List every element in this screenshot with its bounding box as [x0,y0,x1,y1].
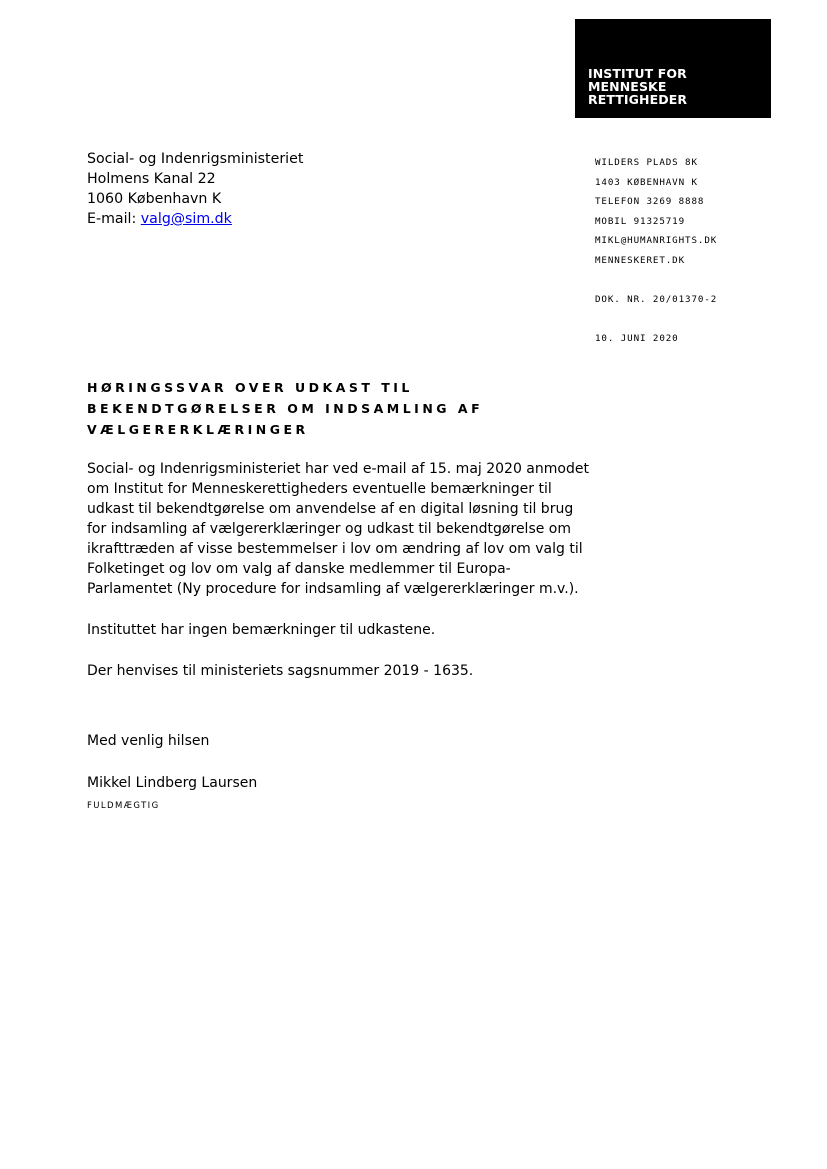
spacer [595,271,717,291]
sender-phone: TELEFON 3269 8888 [595,196,705,208]
document-date: 10. JUNI 2020 [595,333,679,345]
letter-subject [87,377,483,440]
body-line: Social- og Indenrigsministeriet har ved e-mail af 15. maj 2020 anmodet [87,461,589,477]
body-paragraph-2: Instituttet har ingen bemærkninger til udkastene. [87,622,436,638]
sender-email: MIKL@HUMANRIGHTS.DK [595,235,718,247]
recipient-street: Holmens Kanal 22 [87,171,216,187]
sender-address: WILDERS PLADS 8K [595,157,698,168]
subject-line: BEKENDTGØRELSER OM INDSAMLING AF [87,401,484,416]
recipient-address [87,149,303,229]
body-line: Folketinget og lov om valg af danske medlemmer til Europa- [87,561,511,577]
subject-line: HØRINGSSVAR OVER UDKAST TIL [87,380,413,395]
recipient-city: 1060 København K [87,191,222,207]
body-line: om Institut for Menneskerettigheders eventuelle bemærkninger til [87,481,552,497]
spacer [595,310,717,330]
institution-logo [575,19,771,118]
body-paragraph-3: Der henvises til ministeriets sagsnummer 2019 - 1635. [87,663,474,679]
body-line: ikrafttræden af visse bestemmelser i lov om ændring af lov om valg til [87,541,583,557]
body-line: Parlamentet (Ny procedure for indsamling af vælgererklæringer m.v.). [87,581,579,597]
closing-greeting: Med venlig hilsen [87,733,210,749]
logo-text [588,67,687,106]
recipient-name: Social- og Indenrigsministeriet [87,151,304,167]
subject-line: VÆLGERERKLÆRINGER [87,422,309,437]
sender-details [595,153,717,349]
body-line: for indsamling af vælgererklæringer og udkast til bekendtgørelse om [87,521,572,537]
recipient-email-row [87,209,303,229]
signer-name: Mikkel Lindberg Laursen [87,775,258,791]
logo-line-2: MENNESKE [588,79,667,94]
logo-line-3: RETTIGHEDER [588,92,688,107]
recipient-email-link[interactable]: valg@sim.dk [140,211,232,227]
sender-mobile: MOBIL 91325719 [595,215,686,227]
signer-title: FULDMÆGTIG [87,801,160,811]
body-paragraph-1 [87,459,589,599]
recipient-email-label: E-mail: [87,211,141,227]
sender-city: 1403 KØBENHAVN K [595,176,698,188]
letter-body [87,459,589,681]
body-line: udkast til bekendtgørelse om anvendelse af en digital løsning til brug [87,501,574,517]
sender-web: MENNESKERET.DK [595,254,686,266]
document-number: DOK. NR. 20/01370-2 [595,294,718,306]
logo-line-1: INSTITUT FOR [588,66,687,81]
